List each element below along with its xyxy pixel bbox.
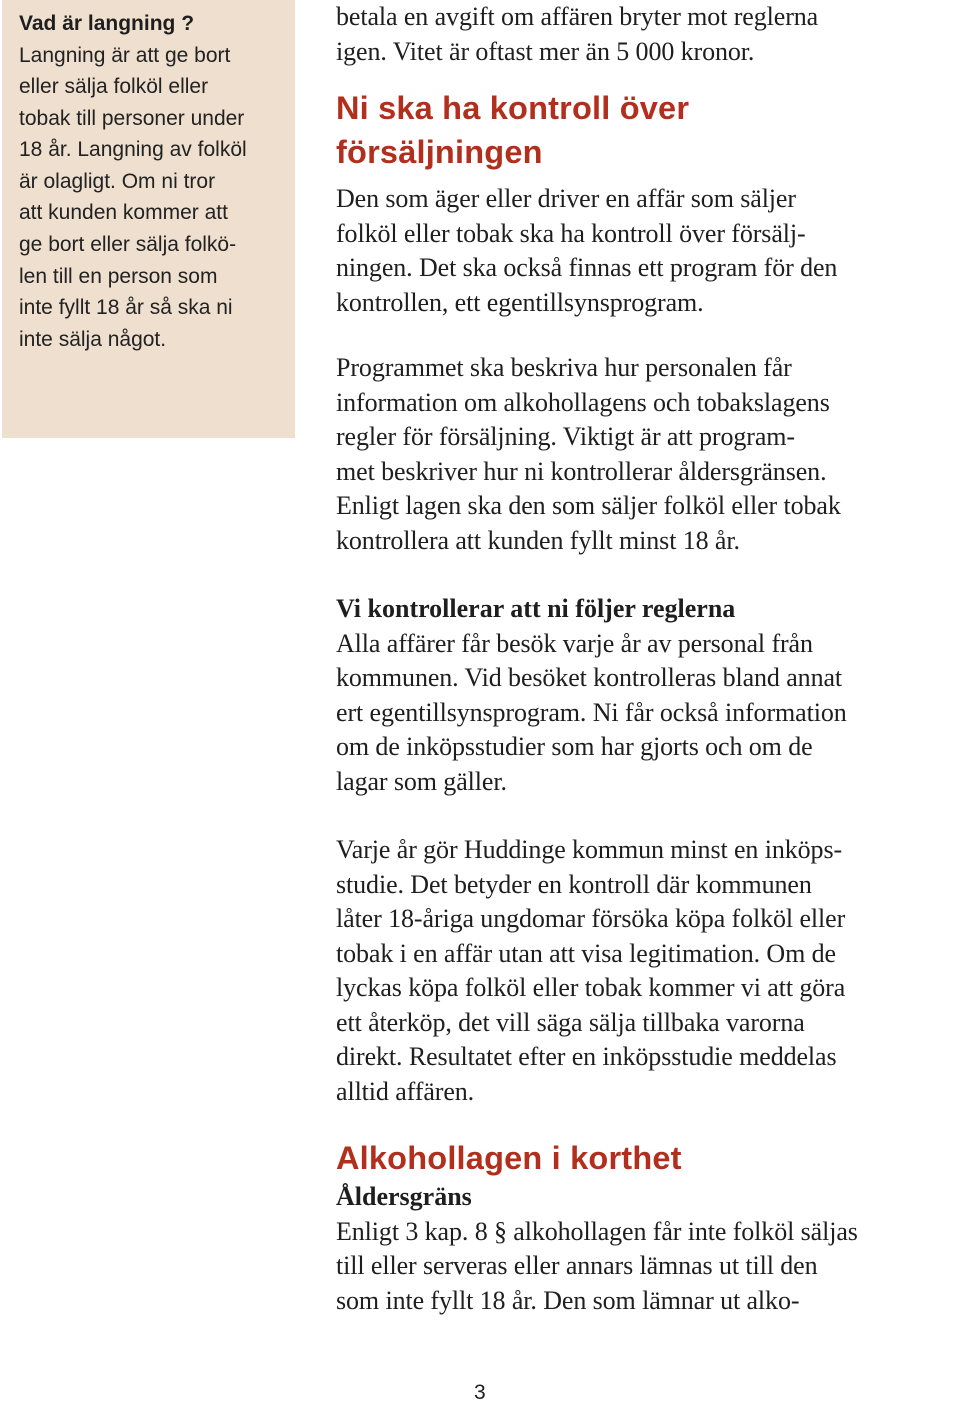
text-line: folköl eller tobak ska ha kontroll över försälj- [336, 218, 806, 248]
heading-line: försäljningen [336, 134, 543, 170]
text-line: kommunen. Vid besöket kontrolleras bland annat [336, 663, 843, 692]
text-line: om de inköpsstudier som har gjorts och om de [336, 732, 813, 761]
text-line: kontrollen, ett egentillsynsprogram. [336, 287, 704, 317]
info-box-text [19, 40, 285, 356]
info-box-line: inte fyllt 18 år så ska ni [19, 296, 233, 320]
control-paragraph-2 [336, 351, 960, 558]
text-line: Alla affärer får besök varje år av personal från [336, 628, 813, 658]
text-line: igen. Vitet är oftast mer än 5 000 kronor. [336, 36, 755, 66]
text-line: till eller serveras eller annars lämnas ut till den [336, 1251, 818, 1280]
inspection-paragraph-1 [336, 627, 960, 800]
inspection-paragraph-2 [336, 833, 960, 1109]
text-line: Enligt lagen ska den som säljer folköl eller tobak [336, 491, 841, 520]
info-box-line: att kunden kommer att [19, 201, 228, 225]
main-column [336, 0, 960, 1318]
text-line: Enligt 3 kap. 8 § alkohollagen får inte folköl säljas [336, 1216, 858, 1246]
info-box-line: eller sälja folköl eller [19, 75, 209, 99]
subheading-aldersgrans: Åldersgräns [336, 1182, 472, 1211]
text-line: ett återköp, det vill säga sälja tillbaka varorna [336, 1007, 805, 1037]
text-line: information om alkohollagens och tobakslagens [336, 387, 830, 417]
info-box-title: Vad är langning ? [19, 12, 195, 35]
text-line: studie. Det betyder en kontroll där kommunen [336, 869, 812, 899]
info-box-line: ge bort eller sälja folkö- [19, 233, 237, 257]
page-number: 3 [474, 1381, 486, 1404]
info-box-line: inte sälja något. [19, 327, 167, 351]
text-line: ert egentillsynsprogram. Ni får också information [336, 697, 847, 727]
control-paragraph-1 [336, 182, 960, 320]
info-box-line: är olagligt. Om ni tror [19, 169, 216, 193]
text-line: regler för försäljning. Viktigt är att program- [336, 422, 795, 451]
info-box-line: 18 år. Langning av folköl [19, 138, 247, 162]
text-line: tobak i en affär utan att visa legitimation. Om de [336, 938, 836, 968]
heading-alkohollagen: Alkohollagen i korthet [336, 1140, 682, 1176]
subheading-inspection: Vi kontrollerar att ni följer reglerna [336, 594, 736, 623]
info-box-line: tobak till personer under [19, 106, 245, 130]
text-line: Varje år gör Huddinge kommun minst en inköps- [336, 835, 843, 864]
heading-control [336, 86, 960, 174]
text-line: met beskriver hur ni kontrollerar åldersgränsen. [336, 456, 827, 486]
law-paragraph [336, 1215, 960, 1319]
info-box-langning [2, 0, 295, 438]
info-box-line: len till en person som [19, 264, 218, 288]
info-box-line: Langning är att ge bort [19, 43, 231, 67]
intro-paragraph [336, 0, 960, 69]
text-line: Den som äger eller driver en affär som säljer [336, 184, 796, 213]
text-line: kontrollera att kunden fyllt minst 18 år. [336, 525, 740, 555]
text-line: Programmet ska beskriva hur personalen får [336, 353, 792, 382]
text-line: betala en avgift om affären bryter mot reglerna [336, 2, 819, 31]
text-line: låter 18-åriga ungdomar försöka köpa folköl eller [336, 904, 846, 933]
text-line: lyckas köpa folköl eller tobak kommer vi att göra [336, 973, 846, 1002]
text-line: som inte fyllt 18 år. Den som lämnar ut alko- [336, 1285, 800, 1315]
heading-line: Ni ska ha kontroll över [336, 90, 690, 126]
text-line: ningen. Det ska också finnas ett program för den [336, 253, 838, 282]
text-line: lagar som gäller. [336, 766, 507, 796]
text-line: direkt. Resultatet efter en inköpsstudie meddelas [336, 1042, 837, 1071]
text-line: alltid affären. [336, 1076, 475, 1106]
